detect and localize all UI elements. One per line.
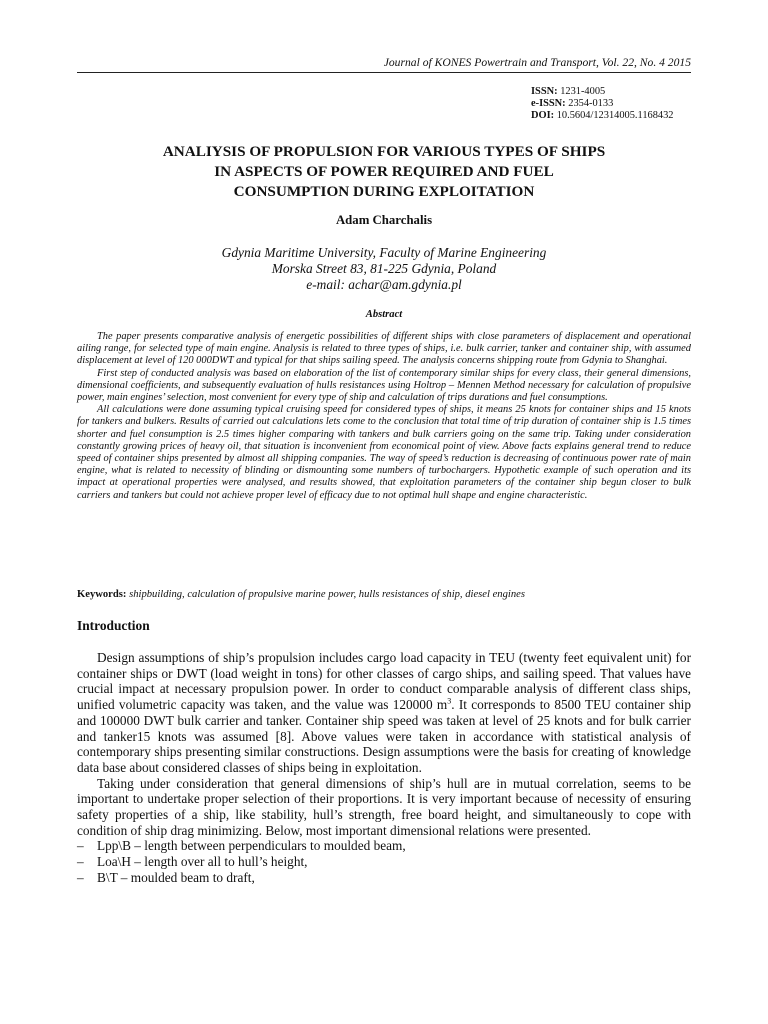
keywords-label: Keywords: — [77, 589, 127, 600]
abstract-heading: Abstract — [365, 309, 403, 320]
title-line-3: CONSUMPTION DURING EXPLOITATION — [233, 183, 535, 200]
intro-paragraph-1 — [77, 650, 691, 776]
doi-line — [531, 110, 701, 122]
intro-p1-text-continued: . It corresponds to 8500 TEU container ship and 100000 DWT bulk carrier and tanker. Container ship speed was taken at level of 25 knots and for bulk carrier and tanker15 knots was assumed [8]. Above values were taken in accordance with statistical analysis of contemporary ships presenting similar constructions. Design assumptions were the basis for creating of knowledge data base about considered classes of ships being in exploitation. — [77, 697, 691, 775]
eissn-line — [531, 98, 701, 110]
intro-p1-text: Design assumptions of ship’s propulsion includes cargo load capacity in TEU (twenty feet equivalent unit) for container ships or DWT (load weight in tons) for other classes of cargo ships, and sailing speed. That values have crucial impact at necessary propulsion power. In order to conduct comparable analysis of different class ships, unified volumetric capacity was taken, and the value was 120000 m — [77, 650, 691, 713]
affiliation-email: e-mail: achar@am.gdynia.pl — [306, 277, 462, 292]
issn-value: 1231-4005 — [560, 86, 606, 97]
abstract-paragraph-3: All calculations were done assuming typical cruising speed for considered types of ships, it means 25 knots for container ships and 15 knots for tankers and bulkers. Results of carried out calculations lets come to the conclusion that total time of trip duration of container ship is 1.5 times shorter and fuel consumption is 2.5 times higher comparing with tankers and bulk carriers going on the same trip. Taking under consideration constantly growing prices of heavy oil, that situation is inconvenient from economical point of view. Above facts explains general trend to reduce speed of container ships presented by almost all shipping companies. The way of speed’s reduction is decreasing of continuous power rate of main engine, what is related to necessity of blinding or dismounting some numbers of turbochargers. Hypothetic example of such operation and its impact at operational properties were analysed, and results showed, that exploitation parameters of the container ship begun closer to bulk carriers and tankers but could not achieve proper level of efficacy due to not optimal hull shape and engine characteristic. — [77, 404, 691, 501]
identifiers-block — [531, 86, 701, 122]
keywords-text: shipbuilding, calculation of propulsive marine power, hulls resistances of ship, diesel engines — [126, 589, 525, 600]
issn-line — [531, 86, 701, 98]
list-item — [77, 870, 691, 886]
journal-header: Journal of KONES Powertrain and Transport, Vol. 22, No. 4 2015 — [77, 56, 691, 73]
dimension-relations-list — [77, 838, 691, 885]
list-item-text: Lpp\B – length between perpendiculars to moulded beam, — [97, 838, 406, 854]
cubic-superscript: 3 — [447, 696, 452, 706]
doi-value: 10.5604/12314005.1168432 — [556, 110, 674, 121]
dash-bullet: – — [77, 854, 84, 870]
list-item-text: Loa\H – length over all to hull’s height, — [97, 854, 308, 870]
introduction-body — [77, 650, 691, 886]
abstract-paragraph-1: The paper presents comparative analysis of energetic possibilities of different ships with close parameters of displacement and operational ailing range, for selected type of main engine. Analysis is related to three types of ships, i.e. bulk carrier, tanker and container ship, with assumed displacement at level of 120 000DWT and typical for that ships sailing speed. The analysis concerns shipping route from Gdynia to Shanghai. — [77, 331, 691, 367]
title-line-1: ANALIYSIS OF PROPULSION FOR VARIOUS TYPES OF SHIPS — [162, 143, 606, 160]
dash-bullet: – — [77, 838, 84, 854]
issn-label: ISSN: — [531, 86, 558, 97]
introduction-heading: Introduction — [77, 618, 150, 633]
list-item — [77, 838, 691, 854]
title-line-2: IN ASPECTS OF POWER REQUIRED AND FUEL — [214, 163, 554, 180]
abstract-body — [77, 331, 691, 502]
abstract-paragraph-2: First step of conducted analysis was based on elaboration of the list of contemporary similar ships for every class, their general dimensions, dimensional coefficients, and subsequently evaluation of hulls resistances using Holtrop – Mennen Method necessary for calculation of propulsive power, main engines’ selection, most convenient for every type of ship and calculation of trips durations and fuel consumptions. — [77, 367, 691, 404]
intro-paragraph-2: Taking under consideration that general dimensions of ship’s hull are in mutual correlation, seems to be important to undertake proper selection of their proportions. It is very important because of necessity of ensuring safety properties of a ship, like stability, hull’s strength, free board height, and simultaneously to cope with condition of ship drag minimizing. Below, most important dimensional relations were presented. — [77, 775, 691, 838]
eissn-label: e-ISSN: — [531, 98, 566, 109]
author-name: Adam Charchalis — [335, 213, 433, 227]
eissn-value: 2354-0133 — [568, 98, 614, 109]
list-item — [77, 854, 691, 870]
paper-title — [77, 142, 691, 202]
doi-label: DOI: — [531, 110, 555, 121]
affiliation-line-2: Morska Street 83, 81-225 Gdynia, Poland — [271, 261, 497, 276]
affiliation — [77, 245, 691, 293]
keywords — [77, 589, 691, 601]
affiliation-line-1: Gdynia Maritime University, Faculty of Marine Engineering — [221, 245, 547, 260]
dash-bullet: – — [77, 869, 84, 885]
list-item-text: B\T – moulded beam to draft, — [97, 869, 255, 885]
